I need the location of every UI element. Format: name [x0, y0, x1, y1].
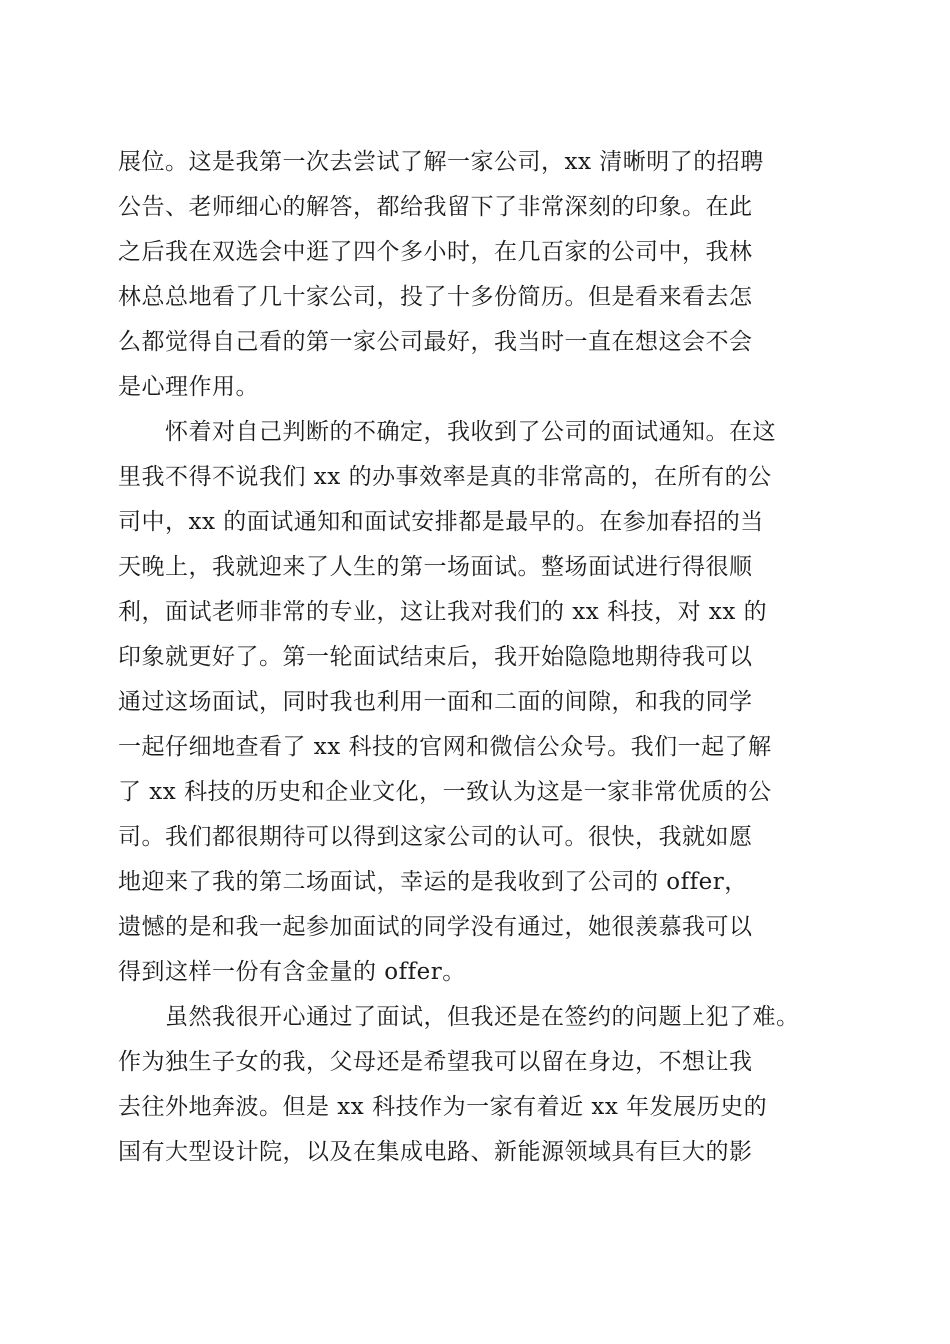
text-line: 司中，xx 的面试通知和面试安排都是最早的。在参加春招的当	[118, 509, 764, 535]
text-line: 天晚上，我就迎来了人生的第一场面试。整场面试进行得很顺	[118, 554, 753, 580]
text-line: 利，面试老师非常的专业，这让我对我们的 xx 科技，对 xx 的	[118, 599, 768, 625]
text-line: 里我不得不说我们 xx 的办事效率是真的非常高的，在所有的公	[118, 464, 772, 490]
text-line: 虽然我很开心通过了面试，但我还是在签约的问题上犯了难。	[118, 1004, 800, 1030]
text-line: 之后我在双选会中逛了四个多小时，在几百家的公司中，我林	[118, 239, 753, 265]
text-line: 怀着对自己判断的不确定，我收到了公司的面试通知。在这	[118, 419, 776, 445]
text-line: 是心理作用。	[118, 374, 259, 400]
text-line: 地迎来了我的第二场面试，幸运的是我收到了公司的 offer，	[118, 869, 748, 895]
text-line: 展位。这是我第一次去尝试了解一家公司，xx 清晰明了的招聘	[118, 149, 764, 175]
text-line: 作为独生子女的我，父母还是希望我可以留在身边，不想让我	[118, 1049, 753, 1075]
text-line: 一起仔细地查看了 xx 科技的官网和微信公众号。我们一起了解	[118, 734, 772, 760]
text-line: 林总总地看了几十家公司，投了十多份简历。但是看来看去怎	[118, 284, 753, 310]
text-line: 公告、老师细心的解答，都给我留下了非常深刻的印象。在此	[118, 194, 753, 220]
body-text	[118, 140, 838, 1175]
text-line: 去往外地奔波。但是 xx 科技作为一家有着近 xx 年发展历史的	[118, 1094, 768, 1120]
text-line: 得到这样一份有含金量的 offer。	[118, 959, 466, 985]
text-line: 了 xx 科技的历史和企业文化，一致认为这是一家非常优质的公	[118, 779, 772, 805]
text-line: 国有大型设计院，以及在集成电路、新能源领域具有巨大的影	[118, 1139, 753, 1165]
text-line: 么都觉得自己看的第一家公司最好，我当时一直在想这会不会	[118, 329, 753, 355]
text-line: 通过这场面试，同时我也利用一面和二面的间隙，和我的同学	[118, 689, 753, 715]
text-line: 遗憾的是和我一起参加面试的同学没有通过，她很羡慕我可以	[118, 914, 753, 940]
text-line: 印象就更好了。第一轮面试结束后，我开始隐隐地期待我可以	[118, 644, 753, 670]
text-line: 司。我们都很期待可以得到这家公司的认可。很快，我就如愿	[118, 824, 753, 850]
